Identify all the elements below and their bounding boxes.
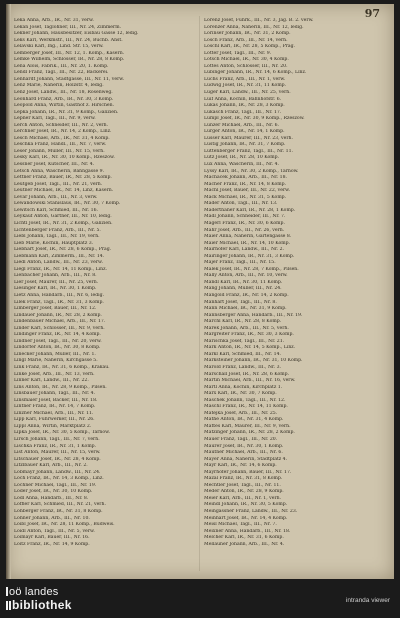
directory-entry: Mannsberger Anna, Handarb., III., Nr. 19. — [204, 312, 303, 318]
right-column — [204, 18, 386, 548]
directory-entry: Lipka Josef, IR., Nr. 30, 5 Komp., Tarnów. — [14, 430, 110, 436]
directory-entry: Lins Anton, IR., Nr. 28, 9 Komp., Pilsen. — [14, 384, 107, 390]
directory-entry: Linner Karl, Landw., III., Nr. 22. — [14, 378, 89, 384]
directory-entry: Loimayr Karl, Bauer, III., Nr. 16. — [14, 535, 90, 541]
directory-entry: Magerl Franz, IR., Nr. 30, 6 Komp. — [204, 220, 285, 226]
directory-entry: Matzinger Johann, IR., Nr. 28, 2 Komp. — [204, 430, 295, 436]
directory-entry: Lutz Josef, IR., Nr. 28, 10 Komp. — [204, 155, 280, 161]
column-divider — [199, 16, 200, 571]
directory-entry: Litschauer Josef, IR., Nr. 28, 4 Komp. — [14, 456, 101, 462]
directory-entry: Marx Karl, IR., Nr. 30, 7 Komp. — [204, 391, 277, 397]
directory-entry: Lorinser Johann, IR., Nr. 31, 2 Komp. — [204, 31, 291, 37]
directory-entry: Lelavski Karl, Ing., Lind. Str. 15, verw. — [14, 44, 104, 50]
directory-entry: Martl Anna, Köchin, Kirchplatz 1. — [204, 384, 283, 390]
directory-entry: Leykauf Anton, Gärtner, III., Nr. 10, ledig. — [14, 214, 112, 220]
directory-entry: Loch Franz, IR., Nr. 14, 3 Komp., Linz. — [14, 476, 104, 482]
directory-entry: Lena Alois, Fabrik., III., Nr. 20, 1. Komp. — [14, 63, 109, 69]
directory-entry: Lettner Franz, Bauer, IR., Nr. 28, 5 Komp. — [14, 175, 112, 181]
directory-entry: Linke Josef, Arb., III., Nr. 13, verh. — [14, 371, 95, 377]
directory-entry: Maschl Franz, IR., Nr. 14, 11 Komp. — [204, 404, 288, 410]
directory-entry: Lorenzer Anna, Näherin, III., Nr. 12, ledig. — [204, 24, 304, 30]
directory-entry: Lenz Josef, Landw., III., Nr. 18, Rosenweg. — [14, 90, 113, 96]
page-binding-edge — [6, 4, 11, 579]
directory-entry: Markl Karl, Schmied, III., Nr. 14. — [204, 351, 281, 357]
directory-entry: Lichtenberger Franz, Arb., III., Nr. 5. — [14, 227, 101, 233]
directory-entry: Marchl Karl, IR., Nr. 28, 8 Komp. — [204, 319, 282, 325]
directory-entry: Linecker Johann, Müller, III., Nr. 1. — [14, 351, 96, 357]
directory-entry: Loder Josef, IR., Nr. 30, 10 Komp. — [14, 489, 93, 495]
directory-entry: Lohner Johann, Arb., III., Nr. 10. — [14, 515, 90, 521]
directory-entry: Loitz Franz, IR., Nr. 14, 9 Komp. — [14, 541, 90, 547]
directory-entry: Lekan Josef, Taglöhner, III., Nr. 24, Zimmerm. — [14, 24, 122, 30]
directory-entry: Lusser Karl, Maurer, III., Nr. 23, verh. — [204, 135, 293, 141]
directory-entry: Marschall Josef, IR., Nr. 28, 6 Komp. — [204, 371, 290, 377]
directory-entry: Lintner Franz, IR., Nr. 14, 7 Komp. — [14, 404, 96, 410]
directory-entry: Mathe Anton, IR., Nr. 31, 4 Komp. — [204, 417, 284, 423]
directory-entry: Lindner Josef, Tagl., III., Nr. 20, verw. — [14, 338, 102, 344]
directory-entry: Liebhart Josef, IR., Nr. 28, 6 Komp., Prag. — [14, 247, 112, 253]
directory-entry: Lienbacher Johann, Arb., III., Nr. 8. — [14, 273, 97, 279]
directory-entry: Lohberger Franz, IR., Nr. 31, 8 Komp. — [14, 509, 103, 515]
directory-entry: Lietz Anna, Handarb., III., Nr. 6, ledig. — [14, 292, 105, 298]
directory-entry: Majer Franz, Tagl., III., Nr. 15. — [204, 260, 276, 266]
directory-entry: Levar Johann, Arb., III., Nr. 3, verw. — [14, 194, 98, 200]
directory-entry: Löffler Karl, Schmied, III., Nr. 21, verh. — [14, 502, 106, 508]
directory-entry: Lindenbauer Michael, Arb., III., Nr. 17. — [14, 319, 106, 325]
directory-entry: Linsmaier Josef, Bäcker, III., Nr. 18. — [14, 397, 98, 403]
directory-entry: Meisl Michael, Tagl., III., Nr. 7. — [204, 522, 277, 528]
directory-entry: Marek Johann, Arb., III., Nr. 5, verh. — [204, 325, 289, 331]
directory-entry: Lenhardt Johann, Stadtgasse, III., Nr. 11, verw. — [14, 76, 125, 82]
scanned-page[interactable] — [6, 4, 394, 579]
directory-entry: Liesinger Karl, IR., Nr. 30, 1 Komp. — [14, 286, 97, 292]
directory-entry: Lindinger Franz, IR., Nr. 14, 4 Komp. — [14, 332, 101, 338]
directory-entry: Lesky Karl, IR., Nr. 30, 10 Komp., Rzeszów. — [14, 155, 115, 161]
directory-entry: Meinhart Josef, IR., Nr. 14, 4 Komp. — [204, 515, 288, 521]
directory-entry: Madl Johann, Schneider, III., Nr. 7. — [204, 214, 286, 220]
directory-entry: Lieb Marie, Köchin, Hauptplatz 3. — [14, 240, 94, 246]
directory-entry: Limberger Josef, Bauer, III., Nr. 12. — [14, 306, 97, 312]
directory-entry: Mautner Michael, Arb., III., Nr. 6. — [204, 450, 283, 456]
directory-entry: Linder Karl, Schlosser, III., Nr. 9, verh. — [14, 325, 105, 331]
directory-entry: Litzlbauer Karl, Arb., III., Nr. 2. — [14, 463, 88, 469]
directory-entry: Leutgeb Josef, Tagl., III., Nr. 21, verh. — [14, 181, 103, 187]
left-column — [14, 18, 196, 548]
directory-entry: Lesch Michael, Arb., IR., Nr. 31, 4 Komp. — [14, 135, 110, 141]
directory-entry: Matejka Josef, Arb., III., Nr. 25. — [204, 410, 278, 416]
logo-line-bottom: bibliothek — [6, 599, 72, 612]
directory-entry: Liebmann Karl, Zimmerm., III., Nr. 14. — [14, 253, 105, 259]
directory-entry: Luchs Franz, Arb., III., Nr. 1, verw. — [204, 76, 286, 82]
directory-entry: Lerch Anton, Schneider, III., Nr. 2, verh. — [14, 122, 109, 128]
directory-entry: Leks Karl, Werkmstr., III., Nr. 24, Buchb. Anst. — [14, 37, 123, 43]
directory-entry: Marksteiner Johann, IR., Nr. 31, 10 Komp. — [204, 358, 303, 364]
directory-entry: Lippl Anna, Wirtin, Marktplatz 2. — [14, 423, 92, 429]
directory-entry: Ludwig Josef, IR., Nr. 31, 11 Komp. — [204, 83, 287, 89]
directory-entry: Mayrhofer Johann, Bauer, III., Nr. 17. — [204, 469, 292, 475]
directory-entry: Lemberger Josef, III., Nr. 12, 1. Komp., Kasern. — [14, 50, 125, 56]
directory-entry: Leschka Franz, Handl., III., Nr. 7, verw. — [14, 142, 107, 148]
directory-entry: Lewitsch Karl, Schmied, III., Nr. 16. — [14, 207, 98, 213]
directory-entry: Letsch Anna, Wäscherin, Bahngasse 9. — [14, 168, 105, 174]
directory-entry: Linzner Michael, Arb., III., Nr. 11. — [14, 410, 94, 416]
directory-entry: Mazal Franz, IR., Nr. 31, 8 Komp. — [204, 476, 283, 482]
viewer-credit: intranda viewer — [345, 597, 390, 604]
directory-entry: Mellauner Johann, Arb., III., Nr. 4. — [204, 541, 285, 547]
directory-entry: Lux Anna, Wäscherin, III., Nr. 4. — [204, 162, 280, 168]
directory-entry: Mayr Karl, IR., Nr. 14, 6 Komp. — [204, 463, 277, 469]
directory-entry: Margreiter Franz, IR., Nr. 30, 3 Komp. — [204, 332, 294, 338]
directory-entry: Leser Johann, Müller, III., Nr. 15, verh. — [14, 148, 105, 154]
directory-entry: Maier Michael, IR., Nr. 14, 10 Komp. — [204, 240, 291, 246]
directory-entry: Manhart Josef, Tagl., III., Nr. 8. — [204, 299, 277, 305]
directory-entry: Liebl Johann, Tagl., III., Nr. 19, verh. — [14, 234, 100, 240]
directory-entry: Lessner Josef, Kutscher, III., Nr. 4. — [14, 162, 95, 168]
directory-entry: Mairinger Johann, IR., Nr. 31, 3 Komp. — [204, 253, 295, 259]
library-logo[interactable] — [6, 586, 126, 616]
directory-entry: Leutner Michael, IR., Nr. 14, Linz, Kasern. — [14, 188, 114, 194]
directory-entry: Meingassner Franz, Landw., III., Nr. 23. — [204, 509, 298, 515]
directory-entry: Luttenberger Franz, Tagl., III., Nr. 11. — [204, 148, 293, 154]
directory-entry: Meier Karl, Arb., III., Nr. 1, verh. — [204, 495, 282, 501]
directory-entry: Mechtler Josef, Tagl., III., Nr. 11. — [204, 482, 281, 488]
directory-entry: Mahr Josef, Arb., III., Nr. 26, verh. — [204, 227, 285, 233]
directory-entry: Lepner Karl, Tagl., III., Nr. 9, verw. — [14, 116, 96, 122]
directory-entry: Lukas Johann, IR., Nr. 28, 3 Komp. — [204, 103, 285, 109]
directory-entry: Lotter Josef, Tagl., III., Nr. 9. — [204, 50, 272, 56]
directory-entry: Meixner Anna, Handarb., III., Nr. 18. — [204, 528, 291, 534]
logo-mark-icon — [6, 601, 8, 610]
directory-entry: Mark Anton, IR., Nr. 14, 5 Komp., Linz. — [204, 345, 296, 351]
directory-entry: Löschl Karl, IR., Nr. 28, 5 Komp., Prag. — [204, 44, 296, 50]
directory-entry: Lötsch Michael, IR., Nr. 30, 4 Komp. — [204, 57, 289, 63]
directory-entry: Loidl Anton, Tagl., III., Nr. 5, verw. — [14, 528, 95, 534]
directory-entry: Mayer Anna, Näherin, Stadtplatz 4. — [204, 456, 288, 462]
directory-entry: Lemke Wilhelm, Schlosser, IR., Nr. 28, 8 Komp. — [14, 57, 125, 63]
directory-entry: Macher Franz, IR., Nr. 14, 8 Komp. — [204, 181, 287, 187]
directory-entry: Martin Michael, Arb., III., Nr. 16, verw. — [204, 378, 296, 384]
directory-entry: Mang Johann, Müller, III., Nr. 24. — [204, 286, 282, 292]
directory-entry: Maurer Josef, IR., Nr. 30, 1 Komp. — [204, 443, 284, 449]
directory-entry: Mack Michael, IR., Nr. 31, 5 Komp. — [204, 194, 287, 200]
logo-mark-icon — [6, 587, 8, 596]
directory-entry: Loibl Josef, IR., Nr. 28, 11 Komp., Budweis. — [14, 522, 115, 528]
directory-entry: Lösch Franz, Arb., III., Nr. 14, verh. — [204, 37, 288, 43]
directory-entry: Lewandowski Stanislaus, IR., Nr. 30, 7 Komp. — [14, 201, 121, 207]
directory-entry: Lichtl Josef, IR., Nr. 31, 2 Komp., Galizien. — [14, 220, 113, 226]
directory-entry: Mally Anton, Arb., III., Nr. 10, verw. — [204, 273, 288, 279]
directory-entry: Lurger Anton, IR., Nr. 14, 1 Komp. — [204, 129, 285, 135]
logo-mark-icon — [9, 601, 11, 610]
directory-entry: Linsbauer Johann, Tagl., III., Nr. 4. — [14, 391, 96, 397]
directory-entry: Maschek Johann, Tagl., III., Nr. 12. — [204, 397, 286, 403]
directory-entry: Lunzer Michael, Arb., III., Nr. 6. — [204, 122, 279, 128]
directory-entry: Mandl Karl, IR., Nr. 30, 11 Komp. — [204, 279, 283, 285]
directory-entry: Leonhard Franz, Arb., IR., Nr. 30, 3 Komp. — [14, 96, 114, 102]
directory-entry: Lipp Karl, Fuhrwerker, III., Nr. 26. — [14, 417, 95, 423]
directory-entry: Lilek Franz, Tagl., IR., Nr. 31, 3 Komp. — [14, 299, 104, 305]
directory-entry: Link Franz, IR., Nr. 31, 6 Komp., Krakau. — [14, 364, 110, 370]
directory-entry: Lischka Franz, IR., Nr. 31, 1 Komp. — [14, 443, 97, 449]
directory-entry: Meindl Johann, IR., Nr. 30, 5 Komp. — [204, 502, 288, 508]
directory-entry: Mangold Franz, IR., Nr. 14, 2 Komp. — [204, 292, 289, 298]
directory-entry: Meder Anton, IR., Nr. 28, 9 Komp. — [204, 489, 284, 495]
page-number: 97 — [364, 7, 380, 20]
directory-entry: Lochner Michael, Tagl., III., Nr. 19. — [14, 482, 97, 488]
directory-entry: Mauer Franz, Tagl., III., Nr. 20. — [204, 437, 278, 442]
directory-entry: Lumpl Josef, IR., Nr. 30, 9 Komp., Rzeszów. — [204, 116, 305, 122]
directory-entry: Lobmayr Johann, Landw., III., Nr. 24. — [14, 469, 101, 475]
logo-line-top: oö landes — [6, 586, 59, 598]
directory-entry: Malek Josef, IR., Nr. 28, 7 Komp., Pilsen. — [204, 266, 299, 272]
directory-entry: Lendl Franz, Tagl., III., Nr. 22, Bäckerei. — [14, 70, 109, 76]
directory-entry: Leka Anna, Arb., IR., Nr. 31, verw. — [14, 18, 94, 23]
directory-entry: Lindauer Johann, IR., Nr. 28, 2 Komp. — [14, 312, 102, 318]
directory-entry: Liegl Franz, IR., Nr. 14, 11 Komp., Linz. — [14, 266, 107, 272]
directory-entry: Lyssy Karl, IR., Nr. 30, 2 Komp., Tarnów. — [204, 168, 299, 174]
directory-entry: Lekner Johann, Hausbesitzer, Eisbau Gasse 12, ledig. — [14, 31, 139, 37]
directory-entry: Mann Michael, IR., Nr. 31, 9 Komp. — [204, 306, 287, 312]
directory-entry: Lubinger Johann, IR., Nr. 14, 6 Komp., Linz. — [204, 70, 307, 76]
directory-entry: Lirsch Johann, Tagl., III., Nr. 7, verh. — [14, 437, 100, 442]
directory-entry: Luger Karl, Landw., III., Nr. 25, verh. — [204, 90, 291, 96]
directory-entry: Marold Franz, Landw., III., Nr. 3. — [204, 364, 281, 370]
directory-entry: Lorenz Josef, Fuhrk., III., Nr. 3, Jäg. B. 2. verw. — [204, 18, 314, 23]
directory-entry: List Anton, Maurer, III., Nr. 15, verw. — [14, 450, 101, 456]
directory-entry: Lottes Anton, Schlosser, III., Nr. 20. — [204, 63, 288, 69]
directory-entry: Lepka Johann, IR., Nr. 31, 9 Komp., Galizien. — [14, 109, 119, 115]
directory-entry: Maier Anna, Näherin, Gartengasse 8. — [204, 234, 292, 240]
directory-entry: Machacek Johann, Arb., III., Nr. 18. — [204, 175, 287, 181]
directory-entry: Machl Josef, Bauer, III., Nr. 22, verw. — [204, 188, 291, 194]
directory-entry: Leopold Anna, Wirtin, Gasthof z. Hirschen. — [14, 103, 115, 109]
directory-entry: Melcher Karl, IR., Nr. 31, 6 Komp. — [204, 535, 284, 541]
directory-entry: Lödl Anna, Handarb., III., Nr. 8. — [14, 495, 89, 501]
directory-entry: Mader Anton, Tagl., III., Nr. 13. — [204, 201, 278, 207]
directory-entry: Mairhofer Karl, Landw., III., Nr. 2. — [204, 247, 284, 253]
directory-entry: Lustig Johann, IR., Nr. 31, 7 Komp. — [204, 142, 286, 148]
directory-entry: Lindorfer Anton, IR., Nr. 30, 8 Komp. — [14, 345, 101, 351]
directory-entry: Liedl Anton, Landw., III., Nr. 23, verw. — [14, 260, 103, 266]
directory-entry: Mattes Karl, Maurer, III., Nr. 9, verh. — [204, 423, 291, 429]
directory-entry: Lenz Marie, Näherin, Holzstr. 4, ledig. — [14, 83, 104, 89]
directory-entry: Lier Josef, Maurer, III., Nr. 25, verh. — [14, 279, 99, 285]
directory-entry: Lukasch Franz, Tagl., III., Nr. 17. — [204, 109, 282, 115]
directory-entry: Lerchner Josef, IR., Nr. 14, 2 Komp., Linz. — [14, 129, 112, 135]
directory-entry: Luif Anna, Köchin, Bahnhofstr. 6. — [204, 96, 282, 102]
directory-entry: Marischka Josef, Tagl., III., Nr. 21. — [204, 338, 285, 344]
directory-entry: Maderthaner Karl, IR., Nr. 28, 1 Komp. — [204, 207, 296, 213]
directory-entry: Lingl Marie, Näherin, Kirchgasse 5. — [14, 358, 98, 364]
